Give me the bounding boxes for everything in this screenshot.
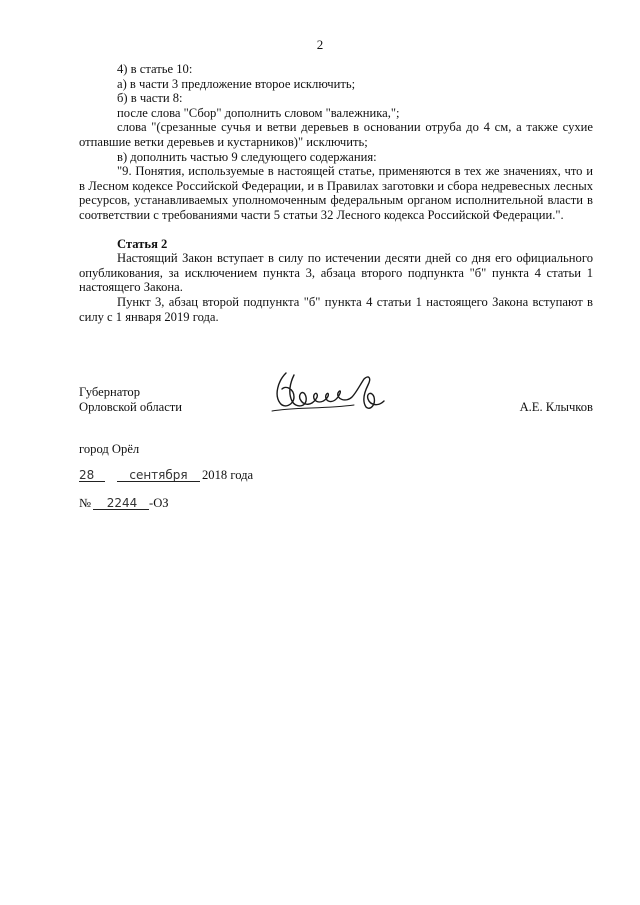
change-item-4c: в) дополнить частью 9 следующего содержания: xyxy=(117,149,377,164)
article-2-paragraph-2: Пункт 3, абзац второй подпункта "б" пункта 4 статьи 1 настоящего Закона вступают в силу с 1 января 2019 года. xyxy=(79,294,593,324)
number-sign: № xyxy=(79,496,92,510)
law-number-suffix: -ОЗ xyxy=(149,496,169,510)
date-line xyxy=(79,468,379,486)
change-item-4a: а) в части 3 предложение второе исключить; xyxy=(117,76,356,91)
date-month-underline xyxy=(117,481,200,482)
date-day: 28 xyxy=(79,468,95,482)
change-item-4b-2: слова "(срезанные сучья и ветви деревьев в основании отруба до 4 см, а также сухие отпавшие ветки деревьев и кустарников)" исключить; xyxy=(79,120,593,149)
change-item-4b: б) в части 8: xyxy=(117,91,183,106)
page-number: 2 xyxy=(316,37,324,52)
law-number-underline xyxy=(93,509,149,510)
date-day-underline xyxy=(79,481,105,482)
date-month: сентября xyxy=(129,468,188,482)
law-number-value: 2244 xyxy=(106,496,138,510)
city-line: город Орёл xyxy=(79,442,140,456)
handwritten-signature xyxy=(264,367,389,419)
governor-name: А.Е. Клычков xyxy=(519,400,593,414)
change-item-4c-text: "9. Понятия, используемые в настоящей статье, применяются в тех же значениях, что и в Лесном кодексе Российской Федерации, и в Правилах заготовки и сбора недревесных лесных ресурсов, устанавливаемых уполномоченным федеральным органом исполнительной власти в соответствии с требованиями части 5 статьи 32 Лесного кодекса Российской Федерации.". xyxy=(79,164,593,222)
law-number-line xyxy=(79,496,279,514)
document-body xyxy=(79,62,593,324)
change-item-4: 4) в статье 10: xyxy=(117,62,193,76)
article-2-paragraph-1: Настоящий Закон вступает в силу по истечении десяти дней со дня его официального опубликования, за исключением пункта 3, абзаца второго подпункта "б" пункта 4 статьи 1 настоящего Закона. xyxy=(79,251,593,295)
governor-title: Губернатор xyxy=(79,385,140,399)
article-2-heading: Статья 2 xyxy=(117,236,168,251)
date-year: 2018 года xyxy=(202,468,254,482)
change-item-4b-1: после слова "Сбор" дополнить словом "валежника,"; xyxy=(117,105,400,120)
signature-block xyxy=(79,385,593,425)
governor-region: Орловской области xyxy=(79,400,183,414)
